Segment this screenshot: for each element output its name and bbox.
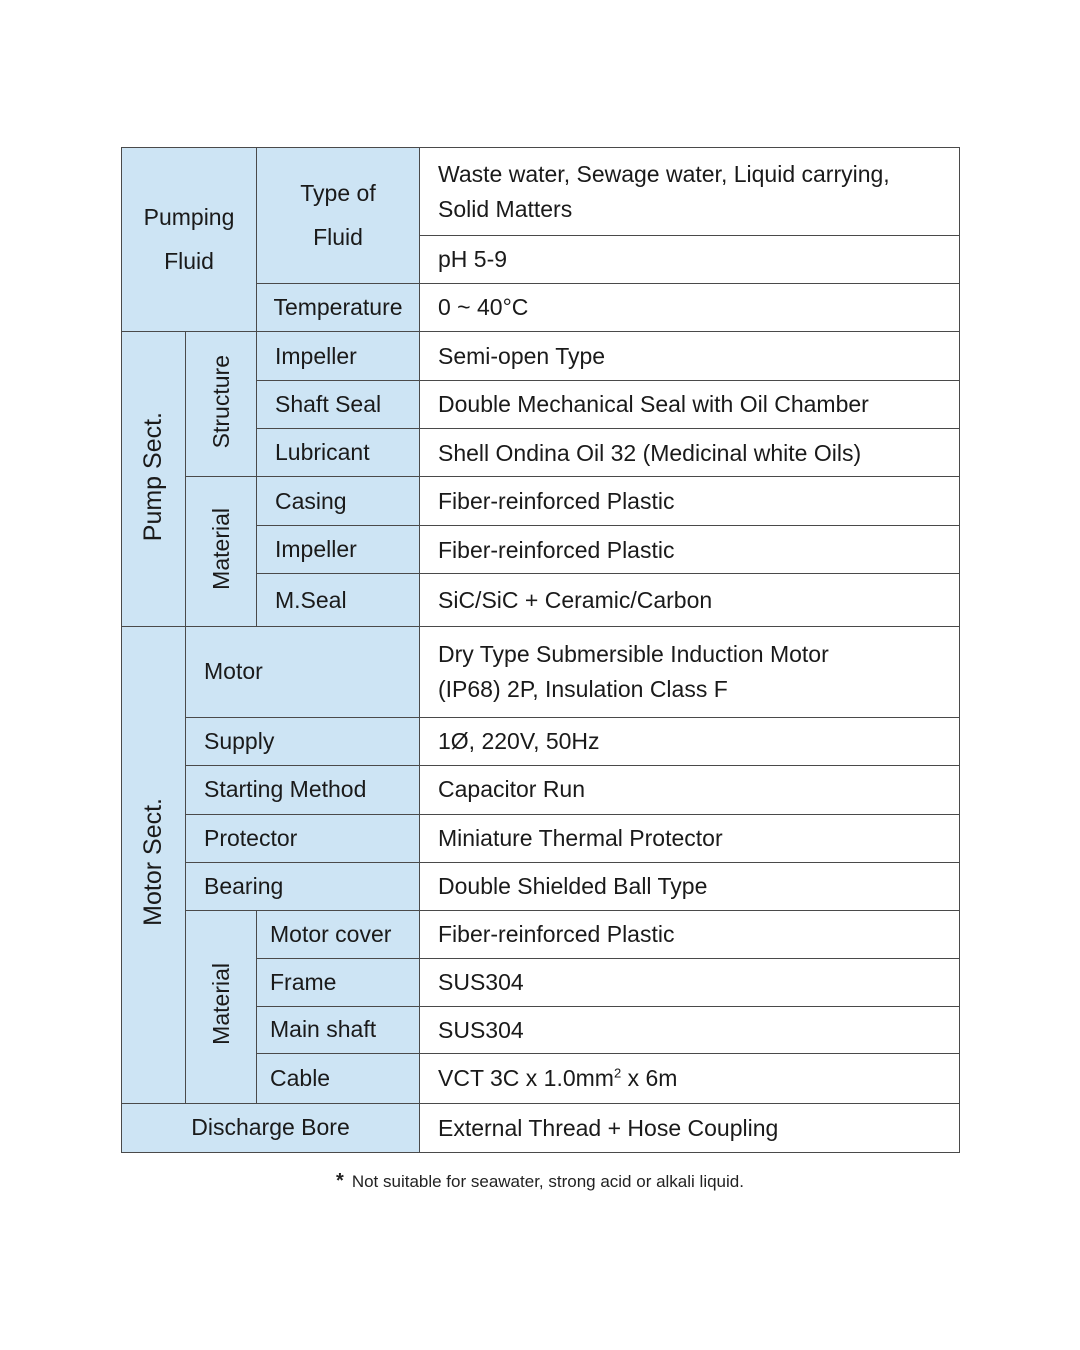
motor-value: Dry Type Submersible Induction Motor (IP68) 2P, Insulation Class F (420, 627, 960, 717)
structure-row-value: Double Mechanical Seal with Oil Chamber (420, 381, 960, 429)
motor-header: Motor (186, 627, 420, 717)
pump-material-row-label: Casing (257, 477, 420, 526)
ph-value: pH 5-9 (420, 236, 960, 284)
motor-row-label: Supply (186, 717, 420, 765)
motor-material-row-value: SUS304 (420, 958, 960, 1006)
motor-row-label: Bearing (186, 862, 420, 910)
footnote (0, 1170, 1080, 1193)
specification-table (121, 147, 960, 1153)
type-of-fluid-header: Type of Fluid (257, 148, 420, 284)
fluid-type-value: Waste water, Sewage water, Liquid carrying, Solid Matters (420, 148, 960, 236)
discharge-bore-value: External Thread + Hose Coupling (420, 1103, 960, 1152)
structure-row-label: Shaft Seal (257, 381, 420, 429)
cable-label: Cable (257, 1053, 420, 1103)
structure-row-value: Semi-open Type (420, 332, 960, 381)
motor-material-row-label: Main shaft (257, 1006, 420, 1053)
pump-material-row-label: Impeller (257, 526, 420, 574)
temperature-value: 0 ~ 40°C (420, 284, 960, 332)
temperature-header: Temperature (257, 284, 420, 332)
cable-value: VCT 3C x $1.0mm^2$ x 6m (420, 1053, 960, 1103)
motor-row-value: Miniature Thermal Protector (420, 814, 960, 862)
motor-material-row-value: SUS304 (420, 1006, 960, 1053)
footnote-asterisk: * (336, 1170, 344, 1192)
pump-material-row-value: Fiber-reinforced Plastic (420, 477, 960, 526)
pumping-fluid-header: Pumping Fluid (122, 148, 257, 332)
pump-material-row-value: SiC/SiC + Ceramic/Carbon (420, 574, 960, 627)
structure-row-value: Shell Ondina Oil 32 (Medicinal white Oils) (420, 429, 960, 477)
motor-row-label: Starting Method (186, 765, 420, 814)
motor-sect-header: Motor Sect. (122, 627, 186, 1103)
motor-material-row-label: Frame (257, 958, 420, 1006)
structure-row-label: Lubricant (257, 429, 420, 477)
footnote-text: Not suitable for seawater, strong acid or alkali liquid. (351, 1172, 744, 1191)
motor-material-row-label: Motor cover (257, 910, 420, 958)
motor-row-label: Protector (186, 814, 420, 862)
motor-row-value: Double Shielded Ball Type (420, 862, 960, 910)
pump-sect-header: Pump Sect. (122, 332, 186, 627)
pump-material-header: Material (186, 477, 257, 627)
motor-material-header: Material (186, 910, 257, 1103)
motor-material-row-value: Fiber-reinforced Plastic (420, 910, 960, 958)
motor-row-value: 1Ø, 220V, 50Hz (420, 717, 960, 765)
motor-row-value: Capacitor Run (420, 765, 960, 814)
pump-material-row-label: M.Seal (257, 574, 420, 627)
structure-header: Structure (186, 332, 257, 477)
discharge-bore-header: Discharge Bore (122, 1103, 420, 1152)
structure-row-label: Impeller (257, 332, 420, 381)
pump-material-row-value: Fiber-reinforced Plastic (420, 526, 960, 574)
